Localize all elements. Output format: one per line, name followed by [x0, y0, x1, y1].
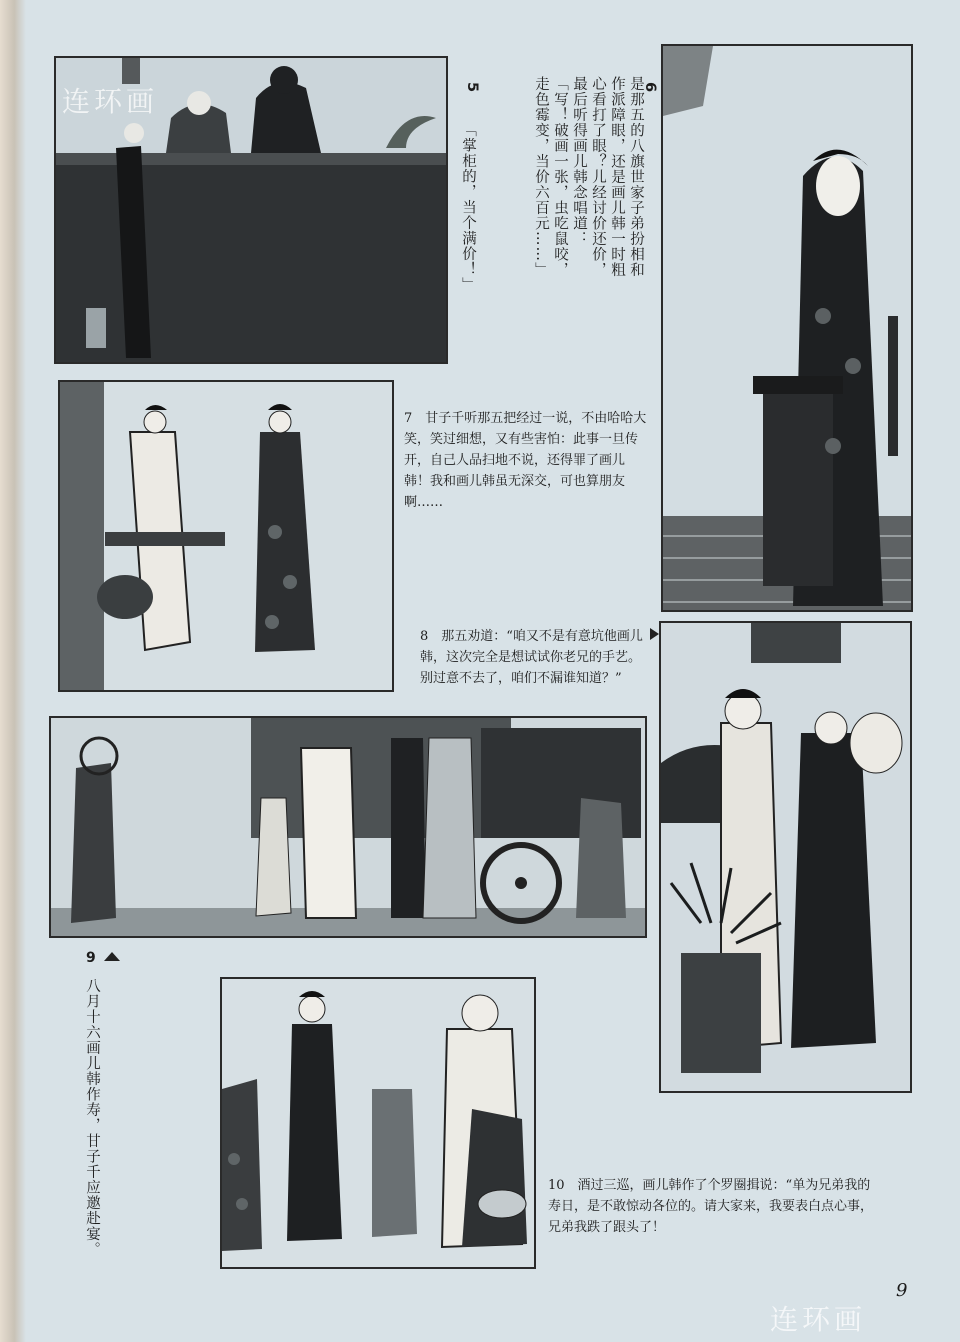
caption-5-text: 「掌柜的，当个满价！」: [460, 122, 476, 293]
caption-8-text: 8 那五劝道：“咱又不是有意坑他画儿韩，这次完全是想试试你老兄的手艺。别过意不去了，咱们不漏谁知道？”: [420, 629, 643, 686]
caption-5-number: 5: [464, 82, 480, 94]
page-number: 9: [896, 1280, 908, 1301]
arrow-up-icon: [104, 952, 120, 961]
watermark-bottom: 连环画: [770, 1303, 867, 1336]
caption-7-text: 7 甘子千听那五把经过一说，不由哈哈大笑，笑过细想，又有些害怕：此事一旦传开，自己人品扫地不说，还得罪了画儿韩！我和画儿韩虽无深交，可也算朋友啊……: [404, 411, 647, 510]
panel-6-illustration: [661, 44, 913, 612]
caption-9-text: 八月十六画儿韩作寿，甘子千应邀赴宴。: [84, 978, 100, 1257]
panel-7-illustration: [58, 380, 394, 692]
watermark-top: 连环画: [62, 85, 159, 118]
panel-9-illustration: [659, 621, 912, 1093]
caption-6-text: 是那五的八旗世家子弟扮相和作派障眼，还是画儿韩一时粗心看打了眼？儿经讨价还价，最后听得画儿韩念唱道：「写！破画一张，虫吃鼠咬，走色霉变，当价六百元……」: [533, 76, 644, 278]
caption-9-number: 9: [86, 950, 96, 966]
arrow-right-icon: [650, 628, 659, 640]
book-spine: [0, 0, 26, 1342]
caption-10-text: 10 酒过三巡，画儿韩作了个罗圈揖说：“单为兄弟我的寿日，是不敢惊动各位的。请大家来，我要表白点心事，兄弟我跌了跟头了！: [548, 1178, 874, 1235]
panel-10-illustration: [220, 977, 536, 1269]
caption-6-number: 6: [642, 82, 658, 94]
panel-8-illustration: [49, 716, 647, 938]
